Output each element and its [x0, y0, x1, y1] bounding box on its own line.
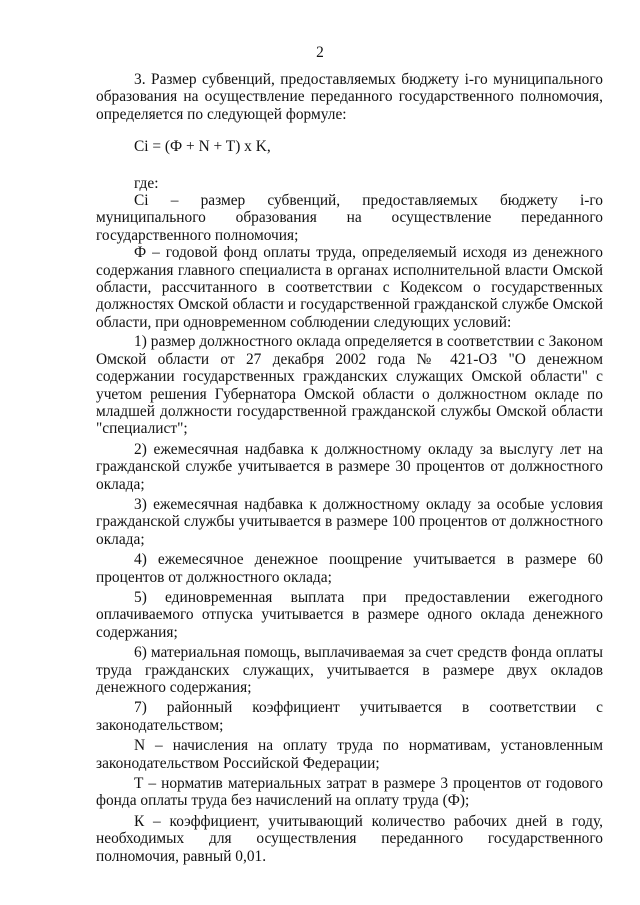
condition-item-7: 7) районный коэффициент учитывается в соответствии с законодательством;	[96, 699, 603, 734]
condition-item-4: 4) ежемесячное денежное поощрение учитывается в размере 60 процентов от должностного оклада;	[96, 551, 603, 586]
page-number: 2	[316, 44, 324, 61]
condition-item-3: 3) ежемесячная надбавка к должностному окладу за особые условия гражданской службы учитывается в размере 100 процентов от должностного оклада;	[96, 495, 603, 548]
definition-n: N – начисления на оплату труда по нормативам, установленным законодательством Российской Федерации;	[96, 737, 603, 772]
document-body	[96, 71, 603, 865]
definition-t: Т – норматив материальных затрат в размере 3 процентов от годового фонда оплаты труда без начислений на оплату труда (Ф);	[96, 775, 603, 810]
definition-ci: Ci – размер субвенций, предоставляемых бюджету i-го муниципального образования на осуществление переданного государственного полномочия;	[96, 192, 603, 244]
condition-item-2: 2) ежемесячная надбавка к должностному окладу за выслугу лет на гражданской службе учитывается в размере 30 процентов от должностного оклада;	[96, 440, 603, 493]
formula: Ci = (Ф + N + T) x K,	[134, 138, 271, 156]
condition-item-5: 5) единовременная выплата при предоставлении ежегодного оплачиваемого отпуска учитывается в размере одного оклада денежного содержания;	[96, 588, 603, 641]
condition-item-6: 6) материальная помощь, выплачиваемая за счет средств фонда оплаты труда гражданских служащих, учитывается в размере двух окладов денежного содержания;	[96, 644, 603, 696]
formula-where-label: где:	[134, 174, 159, 192]
paragraph-subvention-size: 3. Размер субвенций, предоставляемых бюджету i-го муниципального образования на осуществление переданного государственного полномочия, определяется по следующей формуле:	[96, 71, 603, 123]
condition-item-1: 1) размер должностного оклада определяется в соответствии с Законом Омской области от 27 декабря 2002 года № 421-ОЗ "О денежном содержании государственных гражданских служащих Омской области" с учетом решения Губернатора Омской области о должностном окладе по младшей должности государственной гражданской службы Омской области "специалист";	[96, 333, 603, 438]
definition-k: К – коэффициент, учитывающий количество рабочих дней в году, необходимых для осуществления переданного государственного полномочия, равный 0,01.	[96, 812, 603, 865]
definition-f: Ф – годовой фонд оплаты труда, определяемый исходя из денежного содержания главного специалиста в органах исполнительной власти Омской области, рассчитанного в соответствии с Кодексом о государственных должностях Омской области и государственной гражданской службе Омской области, при одновременном соблюдении следующих условий:	[96, 244, 603, 331]
